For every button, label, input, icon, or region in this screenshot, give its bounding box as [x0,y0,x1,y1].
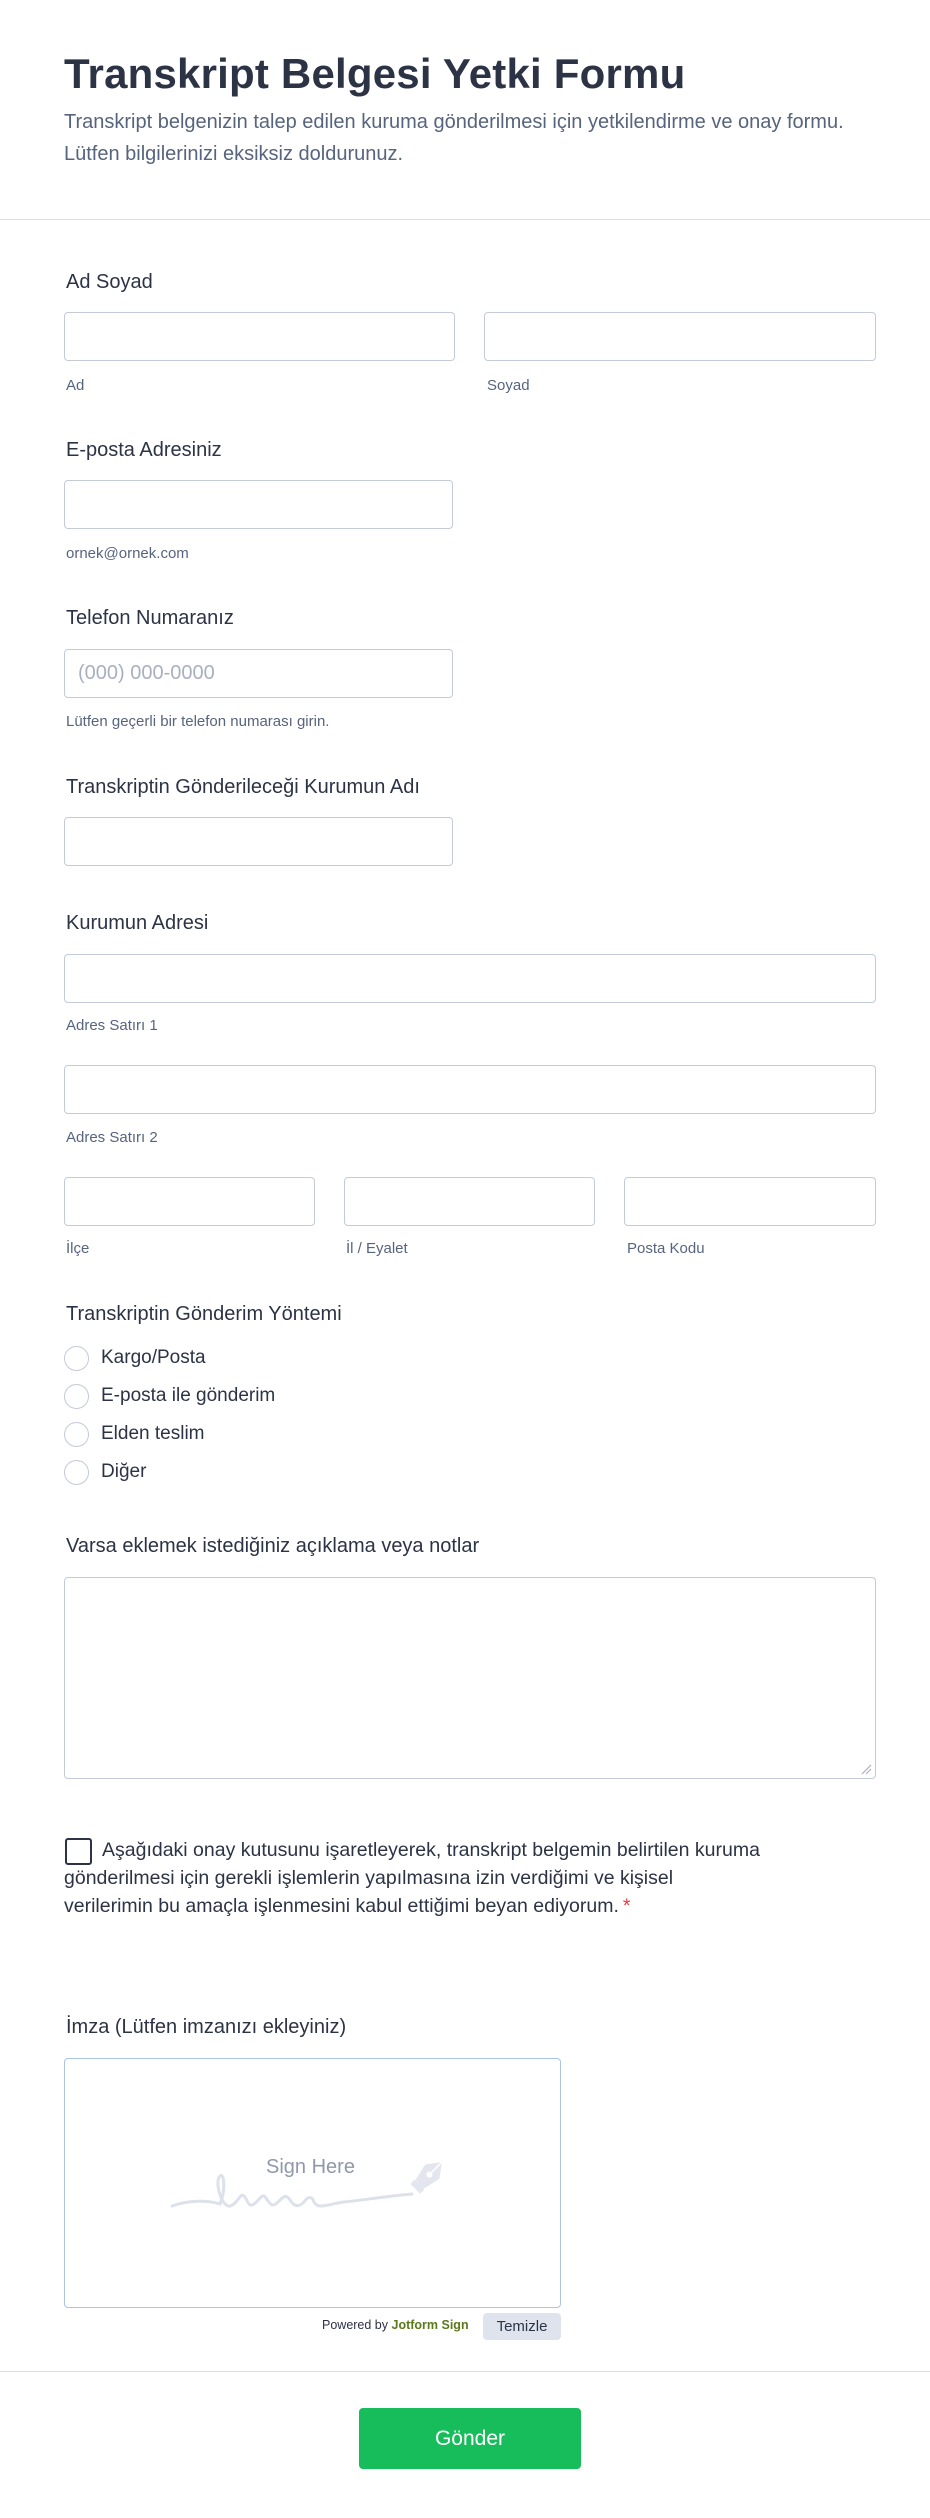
first-name-input[interactable] [64,312,455,361]
pen-nib-icon [404,2152,452,2200]
radio-option-label: E-posta ile gönderim [101,1385,276,1406]
consent-text-body: Aşağıdaki onay kutusunu işaretleyerek, transkript belgemin belirtilen kuruma gönderilmesi için gerekli işlemlerin yapılmasına izin verdiğimi ve kişisel verilerimin bu amaçla işlenmesini kabul ettiğimi beyan ediyorum. [64,1839,760,1917]
postal-code-input[interactable] [624,1177,876,1226]
radio-circle-icon[interactable] [64,1460,89,1485]
radio-circle-icon[interactable] [64,1384,89,1409]
phone-sublabel: Lütfen geçerli bir telefon numarası girin. [66,713,330,730]
province-sublabel: İl / Eyalet [346,1240,408,1257]
last-name-sublabel: Soyad [487,377,530,394]
sign-here-placeholder: Sign Here [266,2156,355,2178]
radio-circle-icon[interactable] [64,1346,89,1371]
institution-label: Transkriptin Gönderileceği Kurumun Adı [66,776,420,798]
address-label: Kurumun Adresi [66,912,209,934]
required-mark: * [622,1895,631,1917]
radio-option-label: Elden teslim [101,1423,205,1444]
radio-option-label: Kargo/Posta [101,1347,206,1368]
powered-by-brand: Jotform Sign [391,2318,469,2332]
radio-option-label: Diğer [101,1461,147,1482]
radio-option-eposta[interactable] [64,1383,275,1409]
first-name-sublabel: Ad [66,377,85,394]
page-title: Transkript Belgesi Yetki Formu [64,50,686,97]
postal-code-sublabel: Posta Kodu [627,1240,705,1257]
notes-label: Varsa eklemek istediğiniz açıklama veya notlar [66,1535,480,1557]
email-input[interactable] [64,480,453,529]
phone-input[interactable] [64,649,453,698]
phone-label: Telefon Numaranız [66,607,234,629]
radio-option-elden[interactable] [64,1421,205,1447]
powered-by [322,2318,469,2332]
province-input[interactable] [344,1177,595,1226]
powered-by-prefix: Powered by [322,2318,389,2332]
radio-option-diger[interactable] [64,1459,146,1485]
email-label: E-posta Adresiniz [66,439,222,461]
address-line1-sublabel: Adres Satırı 1 [66,1017,158,1034]
delivery-label: Transkriptin Gönderim Yöntemi [66,1303,342,1325]
clear-signature-button[interactable]: Temizle [483,2313,561,2340]
radio-option-kargo[interactable] [64,1345,206,1371]
signature-label: İmza (Lütfen imzanızı ekleyiniz) [66,2016,347,2038]
address-line2-input[interactable] [64,1065,876,1114]
address-line1-input[interactable] [64,954,876,1003]
last-name-input[interactable] [484,312,876,361]
address-line2-sublabel: Adres Satırı 2 [66,1129,158,1146]
email-sublabel: ornek@ornek.com [66,545,189,562]
name-label: Ad Soyad [66,271,153,293]
radio-circle-icon[interactable] [64,1422,89,1447]
notes-textarea[interactable] [64,1577,876,1779]
district-input[interactable] [64,1177,315,1226]
footer-divider [0,2371,930,2372]
page-subtitle: Transkript belgenizin talep edilen kuruma gönderilmesi için yetkilendirme ve onay formu. Lütfen bilgilerinizi eksiksiz doldurunuz. [64,111,844,165]
resize-grip-icon[interactable] [860,1763,872,1775]
institution-input[interactable] [64,817,453,866]
consent-text [64,1836,764,1920]
district-sublabel: İlçe [66,1240,90,1257]
header-divider [0,219,930,220]
submit-button[interactable]: Gönder [359,2408,581,2469]
